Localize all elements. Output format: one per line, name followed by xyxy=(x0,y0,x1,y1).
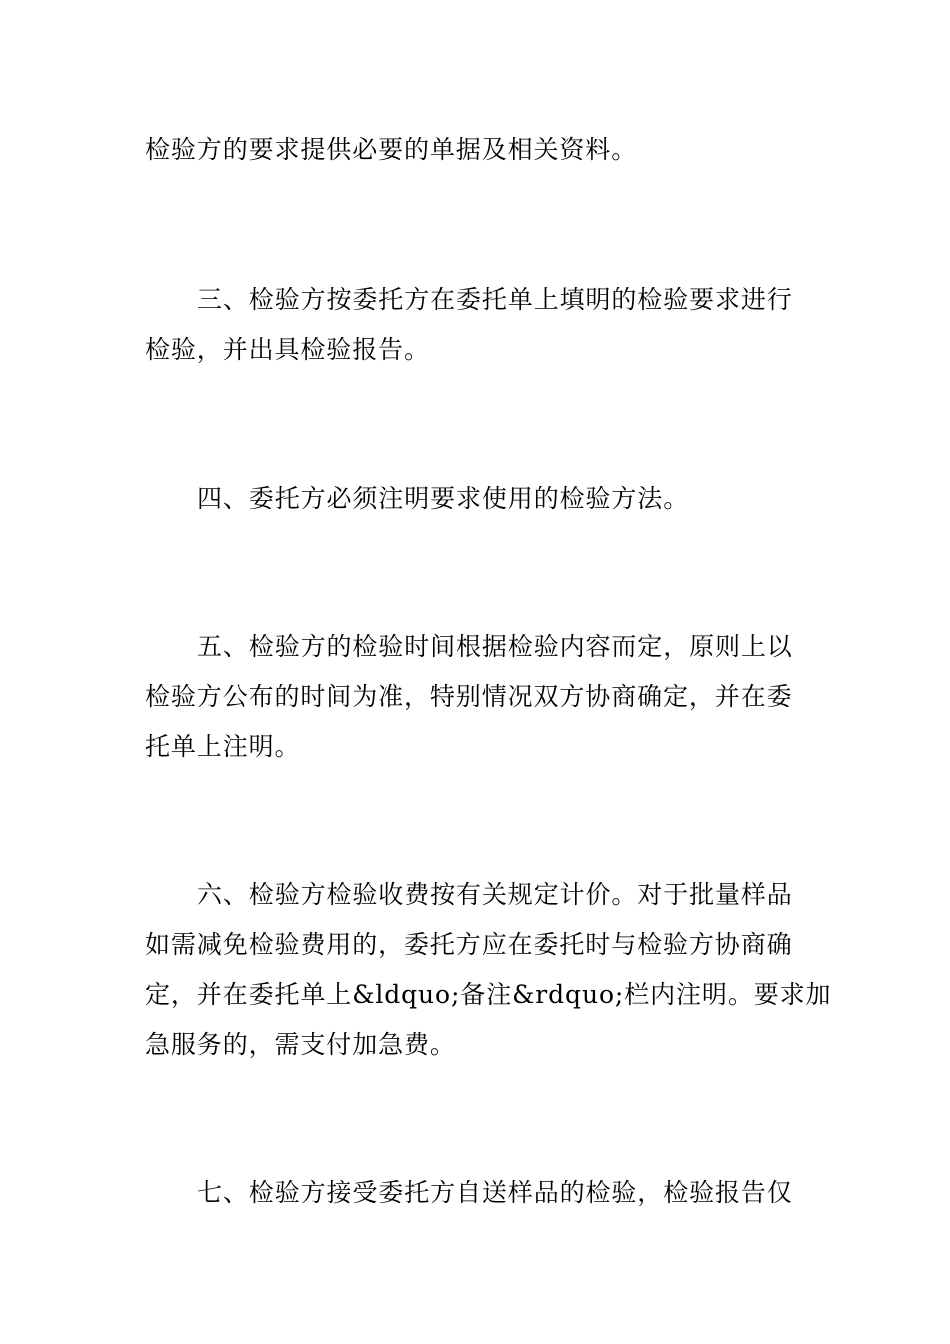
paragraph-line: 七、检验方接受委托方自送样品的检验，检验报告仅 xyxy=(197,1178,793,1207)
paragraph-item-4 xyxy=(145,474,810,524)
paragraph-line: 定，并在委托单上&ldquo;备注&rdquo;栏内注明。要求加 xyxy=(145,980,832,1009)
paragraph-line: 急服务的，需支付加急费。 xyxy=(145,1030,456,1059)
paragraph-item-7 xyxy=(145,1168,810,1218)
paragraph-line: 托单上注明。 xyxy=(145,732,301,761)
paragraph-line: 五、检验方的检验时间根据检验内容而定，原则上以 xyxy=(197,632,793,661)
paragraph-line: 如需减免检验费用的，委托方应在委托时与检验方协商确 xyxy=(145,930,793,959)
paragraph-line: 三、检验方按委托方在委托单上填明的检验要求进行 xyxy=(197,285,793,314)
paragraph-line: 检验方公布的时间为准，特别情况双方协商确定，并在委 xyxy=(145,682,793,711)
paragraph-item-5 xyxy=(145,622,810,772)
paragraph-line: 检验，并出具检验报告。 xyxy=(145,335,430,364)
paragraph-line: 检验方的要求提供必要的单据及相关资料。 xyxy=(145,135,638,164)
paragraph-item-6 xyxy=(145,870,832,1070)
paragraph-item-3 xyxy=(145,275,810,375)
paragraph-line: 四、委托方必须注明要求使用的检验方法。 xyxy=(197,484,690,513)
paragraph-continuation xyxy=(145,125,810,175)
paragraph-line: 六、检验方检验收费按有关规定计价。对于批量样品 xyxy=(197,880,793,909)
